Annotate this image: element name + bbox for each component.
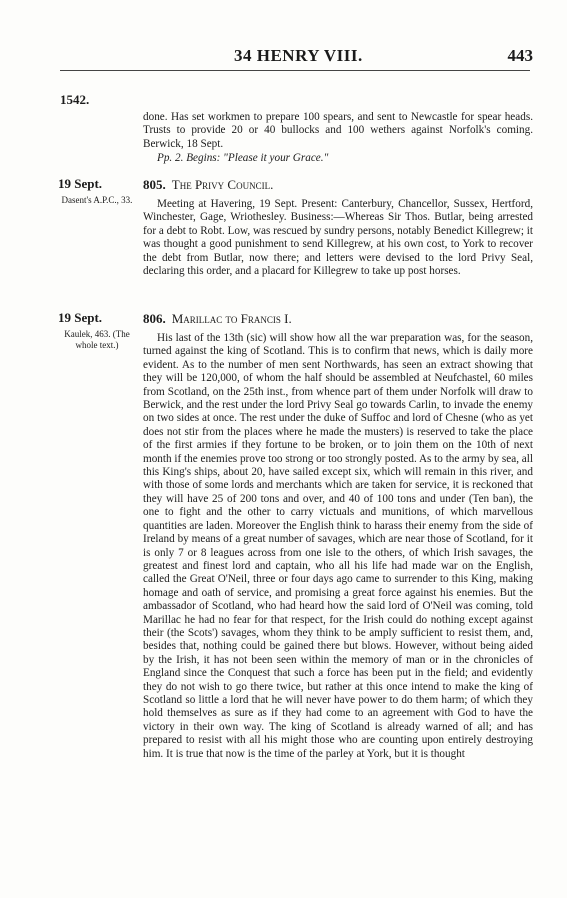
entry-805-margin — [58, 176, 136, 206]
header-rule — [60, 70, 530, 71]
entry-paragraph: His last of the 13th (sic) will show how all the war preparation was, for the season, turned against the king of Scotland. This is to confirm that news, which is daily more evident. As to the number of men sent Northwards, has seen an extract showing that they will be 120,000, of whom the half should be assembled at Neufchastel, 60 miles from Scotland, on the 25th inst., from whence part of them under Norfolk will draw to Berwick, and the rest under the lord Privy Seal go towards Carlin, to invade the enemy on two sides at once. The rest under the duke of Suffoc and lord of Chesne (who as yet does not stir from the places where he made the musters) is reserved to take the place of the first armies if they fortune to be broken, or to join them on the 10th of next month if the enemies prove too strong or too strongly posted. As to the army by sea, all this King's ships, about 20, have sailed except six, which will remain in this river, and with those of some lords and merchants which are taken for service, it is reckoned that they will have 25 of 200 tons and over, and 40 of 100 tons and under (Ten ban), the one to fight and the other to carry victuals and munitions, of which marvellous quantities are laden. Moreover the English think to harass their enemy from the side of Ireland by means of a great number of savages, which are near those of Scotland, for it is only 7 or 8 leagues across from one isle to the others, of which Irish savages, the greatest and finest lord and captain, who all his life had made war on the English, called the Great O'Neil, three or four days ago came to surrender to this King, making homage and oath of service, and promising a great force against his enemies. But the ambassador of Scotland, who had heard how the said lord of O'Neil was coming, told Marillac he had no fear for that respect, for the Irish could do nothing except against their (the Scots') savages, whom they think to be amply sufficient to resist them, and, besides that, nothing could be gained there but blows. However, without being aided by the Irish, it has not been seen within the memory of man or in the chronicles of England since the Conquest that such a force has been put in the field; and evidently they do not wish to go there twice, but rather at this once intend to make the king of Scotland so little a lord that he will never have power to do them harm; of which they hold themselves as sure as if they had come to an agreement with God to have the victory in their own way. The king of Scotland is already warned of all; and has prepared to resist with all his might those who are counting upon entirely destroying him. It is true that now is the time of the parley at York, but it is thought — [143, 332, 533, 760]
entry-number: 806. — [143, 311, 166, 326]
entry-pages-note: Pp. 2. Begins: "Please it your Grace." — [157, 152, 329, 165]
entry-805-body — [143, 198, 533, 278]
page-number: 443 — [507, 46, 533, 65]
entry-805-heading — [143, 177, 533, 193]
entry-number: 805. — [143, 177, 166, 192]
entry-paragraph: Meeting at Havering, 19 Sept. Present: Canterbury, Chancellor, Sussex, Hertford, Winchester, Gage, Wriothesley. Business:—Whereas Sir Thos. Butlar, being arrested for a debt to Robt. Low, was rescued by sundry persons, notably Benedict Killegrew; it was thought a good punishment to send Killegrew, at his own cost, to York to recover the debt from Butlar, now there; and letters were devised to the lord Privy Seal, declaring this order, and a placard for Killegrew to take up post horses. — [143, 198, 533, 278]
entry-continuation — [143, 111, 533, 166]
entry-806-margin — [58, 310, 136, 351]
entry-806-body — [143, 332, 533, 761]
running-header-title: 34 HENRY VIII. — [234, 46, 363, 65]
entry-title: The Privy Council. — [171, 177, 274, 192]
entry-paragraph: done. Has set workmen to prepare 100 spears, and sent to Newcastle for spear heads. Trusts to provide 20 or 40 bullocks and 100 wethers against Norfolk's coming. Berwick, 18 Sept. — [143, 111, 533, 150]
margin-year: 1542. — [60, 92, 90, 107]
entry-title: Marillac to Francis I. — [171, 311, 292, 326]
entry-source-ref: Kaulek, 463. (The whole text.) — [64, 329, 130, 350]
entry-806-heading — [143, 311, 533, 327]
entry-source-ref: Dasent's A.P.C., 33. — [61, 195, 133, 205]
entry-date: 19 Sept. — [58, 310, 103, 325]
entry-date: 19 Sept. — [58, 176, 103, 191]
